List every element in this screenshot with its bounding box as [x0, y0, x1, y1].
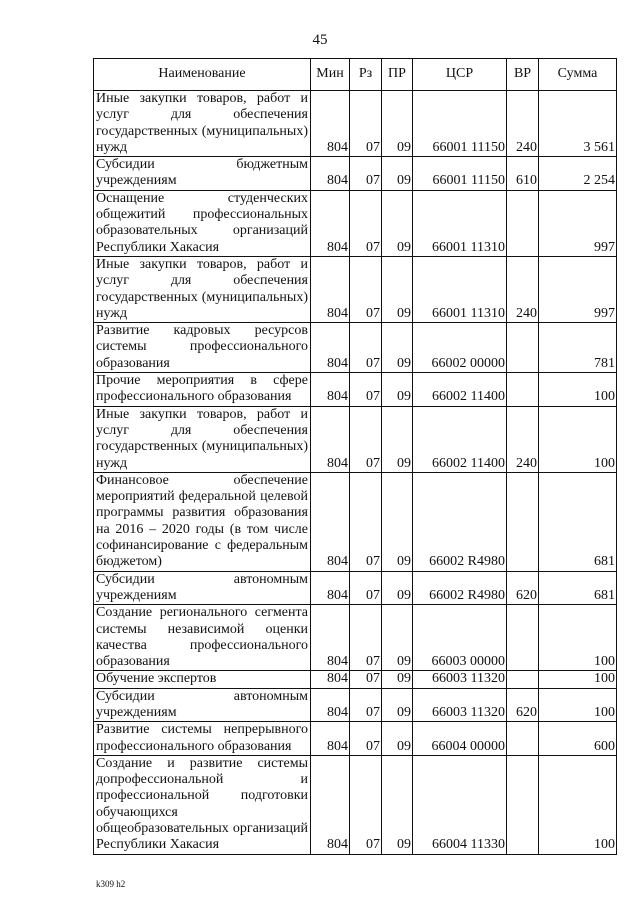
header-pr: ПР: [382, 59, 413, 91]
row-sum: 100: [539, 755, 617, 854]
row-vr: [507, 755, 539, 854]
row-pr: 09: [382, 157, 413, 191]
row-pr: 09: [382, 190, 413, 256]
row-pr: 09: [382, 373, 413, 407]
row-min: 804: [311, 755, 350, 854]
row-vr: 620: [507, 571, 539, 605]
row-rz: 07: [350, 722, 382, 756]
table-row: [94, 671, 617, 688]
row-min: 804: [311, 256, 350, 322]
row-vr: [507, 722, 539, 756]
table-row: [94, 472, 617, 571]
row-name: Иные закупки товаров, работ и услуг для обеспечения государственных (муниципальных) нужд: [94, 406, 311, 472]
row-sum: 997: [539, 190, 617, 256]
table-row: [94, 605, 617, 671]
row-pr: 09: [382, 605, 413, 671]
row-sum: 100: [539, 605, 617, 671]
header-rz: Рз: [350, 59, 382, 91]
row-csr: 66003 11320: [413, 671, 507, 688]
row-csr: 66003 00000: [413, 605, 507, 671]
row-name: Создание и развитие системы допрофессиональной и профессиональной подготовки обучающихся общеобразовательных организаций Республики Хакасия: [94, 755, 311, 854]
page-number: 45: [312, 32, 328, 48]
table-row: [94, 406, 617, 472]
table-row: [94, 571, 617, 605]
row-name: Субсидии автономным учреждениям: [94, 688, 311, 722]
table-row: [94, 323, 617, 373]
row-min: 804: [311, 373, 350, 407]
row-csr: 66004 11330: [413, 755, 507, 854]
row-name: Создание регионального сегмента системы независимой оценки качества профессионального образования: [94, 605, 311, 671]
header-sum: Сумма: [539, 59, 617, 91]
row-pr: 09: [382, 571, 413, 605]
row-min: 804: [311, 323, 350, 373]
row-min: 804: [311, 688, 350, 722]
row-name: Обучение экспертов: [94, 671, 311, 688]
row-vr: 240: [507, 91, 539, 157]
row-vr: 240: [507, 406, 539, 472]
row-sum: 100: [539, 688, 617, 722]
row-pr: 09: [382, 472, 413, 571]
row-sum: 100: [539, 373, 617, 407]
row-sum: 3 561: [539, 91, 617, 157]
row-name: Иные закупки товаров, работ и услуг для обеспечения государственных (муниципальных) нужд: [94, 256, 311, 322]
row-name: Финансовое обеспечение мероприятий федеральной целевой программы развития образования на 2016 – 2020 годы (в том числе софинансирование с федеральным бюджетом): [94, 472, 311, 571]
row-sum: 100: [539, 406, 617, 472]
table-row: [94, 755, 617, 854]
row-csr: 66004 00000: [413, 722, 507, 756]
row-sum: 2 254: [539, 157, 617, 191]
row-csr: 66001 11150: [413, 91, 507, 157]
row-sum: 681: [539, 472, 617, 571]
row-csr: 66002 R4980: [413, 472, 507, 571]
footer-code: k309 h2: [96, 879, 126, 889]
row-pr: 09: [382, 755, 413, 854]
row-vr: [507, 472, 539, 571]
row-name: Субсидии бюджетным учреждениям: [94, 157, 311, 191]
row-pr: 09: [382, 722, 413, 756]
row-min: 804: [311, 472, 350, 571]
row-rz: 07: [350, 190, 382, 256]
table-row: [94, 157, 617, 191]
header-name: Наименование: [94, 59, 311, 91]
row-csr: 66001 11310: [413, 256, 507, 322]
row-pr: 09: [382, 91, 413, 157]
row-csr: 66001 11310: [413, 190, 507, 256]
row-rz: 07: [350, 157, 382, 191]
row-rz: 07: [350, 406, 382, 472]
row-vr: [507, 373, 539, 407]
row-vr: [507, 190, 539, 256]
row-csr: 66002 R4980: [413, 571, 507, 605]
row-sum: 997: [539, 256, 617, 322]
header-csr: ЦСР: [413, 59, 507, 91]
row-min: 804: [311, 671, 350, 688]
row-sum: 681: [539, 571, 617, 605]
row-pr: 09: [382, 256, 413, 322]
header-min: Мин: [311, 59, 350, 91]
table-header-row: [94, 59, 617, 91]
row-vr: [507, 671, 539, 688]
row-pr: 09: [382, 688, 413, 722]
row-vr: [507, 605, 539, 671]
row-name: Оснащение студенческих общежитий профессиональных образовательных организаций Республики Хакасия: [94, 190, 311, 256]
row-name: Субсидии автономным учреждениям: [94, 571, 311, 605]
row-name: Иные закупки товаров, работ и услуг для обеспечения государственных (муниципальных) нужд: [94, 91, 311, 157]
row-vr: [507, 323, 539, 373]
row-min: 804: [311, 605, 350, 671]
row-name: Прочие мероприятия в сфере профессионального образования: [94, 373, 311, 407]
row-csr: 66002 00000: [413, 323, 507, 373]
table-row: [94, 256, 617, 322]
row-pr: 09: [382, 406, 413, 472]
row-sum: 600: [539, 722, 617, 756]
row-rz: 07: [350, 688, 382, 722]
budget-table: [93, 58, 617, 855]
row-min: 804: [311, 91, 350, 157]
table-row: [94, 91, 617, 157]
row-min: 804: [311, 571, 350, 605]
row-csr: 66003 11320: [413, 688, 507, 722]
row-min: 804: [311, 722, 350, 756]
row-rz: 07: [350, 256, 382, 322]
row-rz: 07: [350, 571, 382, 605]
row-name: Развитие системы непрерывного профессионального образования: [94, 722, 311, 756]
row-csr: 66002 11400: [413, 406, 507, 472]
row-vr: 620: [507, 688, 539, 722]
table-row: [94, 190, 617, 256]
row-pr: 09: [382, 671, 413, 688]
row-sum: 781: [539, 323, 617, 373]
row-rz: 07: [350, 755, 382, 854]
row-name: Развитие кадровых ресурсов системы профессионального образования: [94, 323, 311, 373]
row-rz: 07: [350, 671, 382, 688]
row-vr: 610: [507, 157, 539, 191]
row-min: 804: [311, 190, 350, 256]
table-row: [94, 688, 617, 722]
row-sum: 100: [539, 671, 617, 688]
row-min: 804: [311, 406, 350, 472]
row-pr: 09: [382, 323, 413, 373]
table-row: [94, 373, 617, 407]
row-rz: 07: [350, 472, 382, 571]
row-rz: 07: [350, 323, 382, 373]
row-rz: 07: [350, 605, 382, 671]
row-csr: 66001 11150: [413, 157, 507, 191]
header-vr: ВР: [507, 59, 539, 91]
table-row: [94, 722, 617, 756]
row-min: 804: [311, 157, 350, 191]
row-rz: 07: [350, 373, 382, 407]
row-vr: 240: [507, 256, 539, 322]
row-rz: 07: [350, 91, 382, 157]
row-csr: 66002 11400: [413, 373, 507, 407]
